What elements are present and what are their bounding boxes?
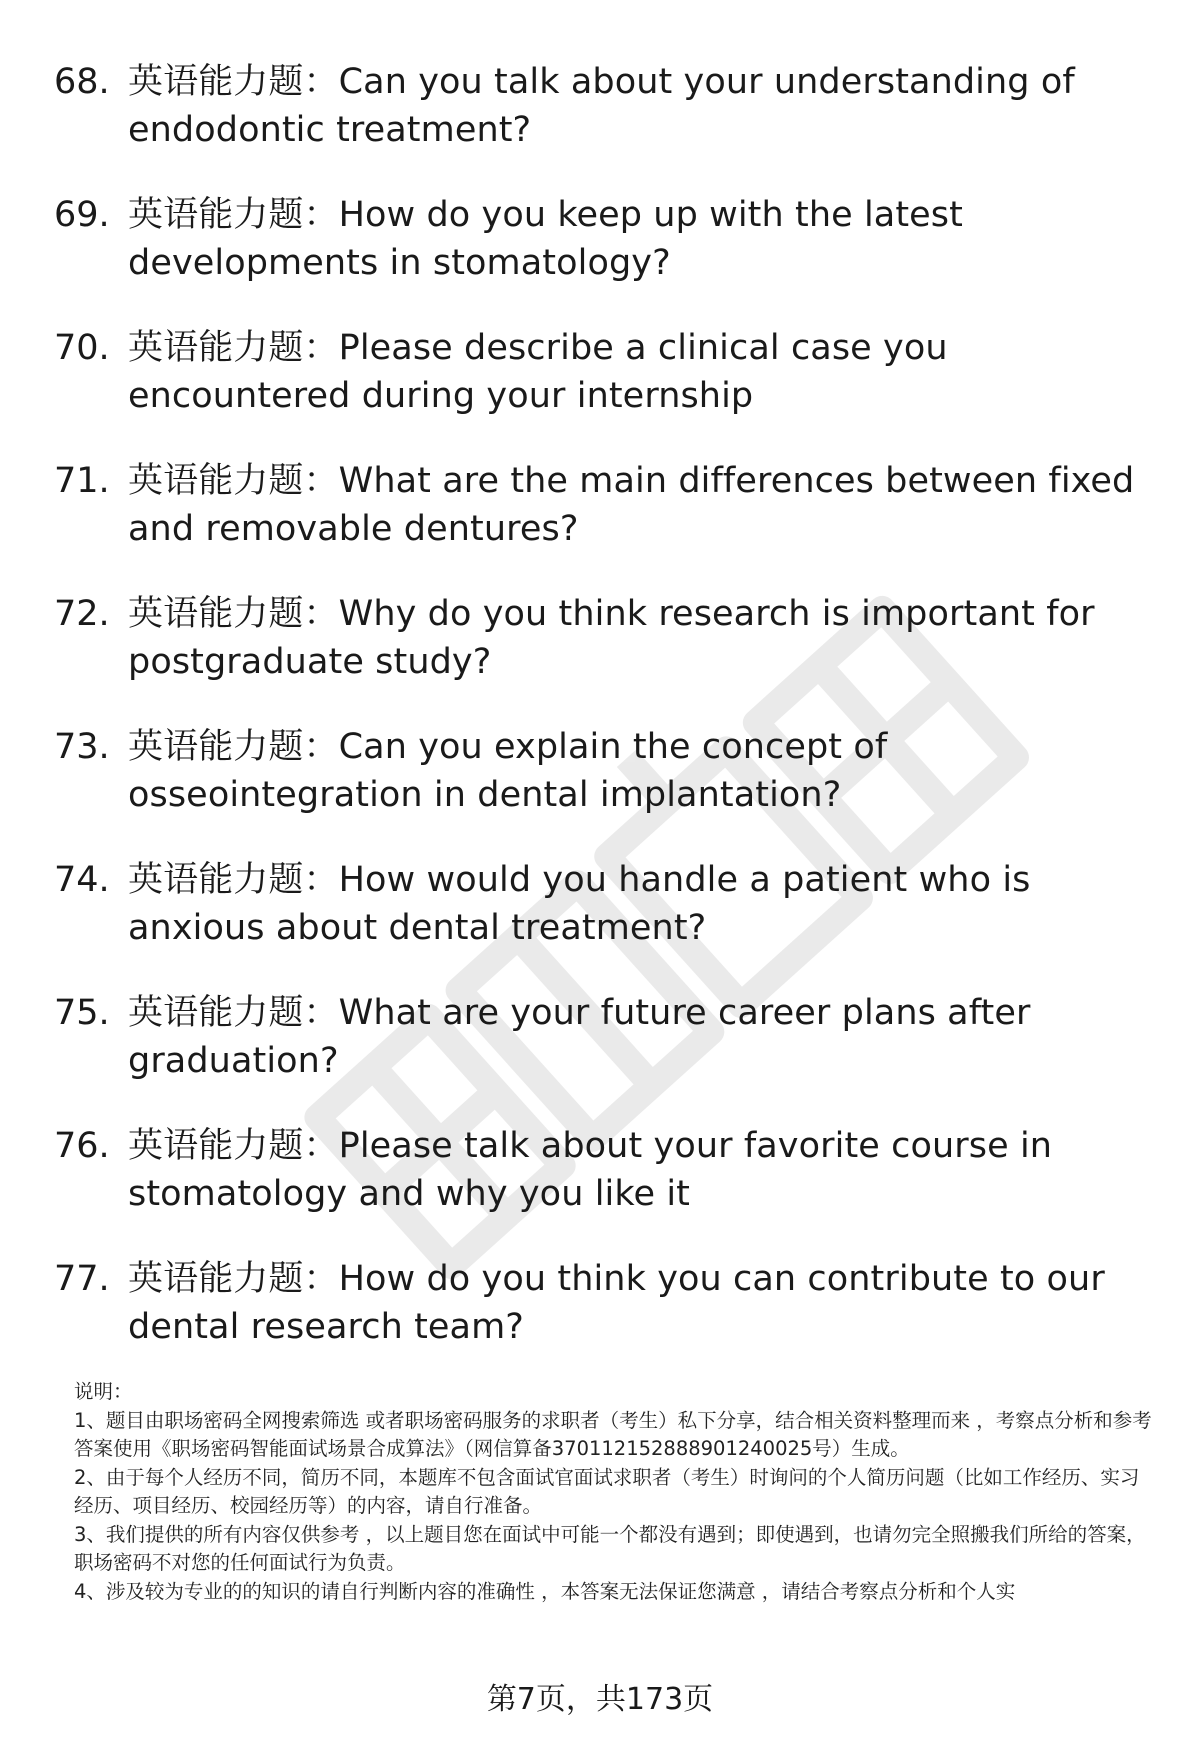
question-category: 英语能力题： (128, 62, 339, 102)
note-item: 3、我们提供的所有内容仅供参考 ，以上题目您在面试中可能一个都没有遇到；即使遇到，也请勿完全照搬我们所给的答案，职场密码不对您的任何面试行为负责。 (74, 1522, 1146, 1574)
question-number: 76. (54, 1126, 110, 1166)
page-number: 第7页，共173页 (486, 1682, 714, 1717)
note-item: 1、题目由职场密码全网搜索筛选 或者职场密码服务的求职者（考生）私下分享，结合相关资料整理而来 ，考察点分析和参考答案使用《职场密码智能面试场景合成算法》（网信算备370112152888901240025号）生成。 (74, 1408, 1152, 1460)
question-category: 英语能力题： (128, 1259, 339, 1299)
note-item: 2、由于每个人经历不同，简历不同，本题库不包含面试官面试求职者（考生）时询问的个人简历问题（比如工作经历、实习经历、项目经历、校园经历等）的内容，请自行准备。 (74, 1465, 1140, 1517)
question-item (54, 989, 1174, 1085)
question-text: How would you handle a patient who is anxious about dental treatment? (128, 860, 1031, 948)
question-category: 英语能力题： (128, 195, 339, 235)
question-number: 75. (54, 993, 110, 1033)
question-text: Please describe a clinical case you encountered during your internship (128, 328, 948, 416)
question-category: 英语能力题： (128, 727, 339, 767)
question-item (54, 856, 1174, 952)
question-number: 77. (54, 1259, 110, 1299)
question-number: 72. (54, 594, 110, 634)
question-category: 英语能力题： (128, 594, 339, 634)
question-list (54, 58, 1174, 1388)
question-item (54, 457, 1174, 553)
question-category: 英语能力题： (128, 860, 339, 900)
question-category: 英语能力题： (128, 993, 339, 1033)
question-text: Can you explain the concept of osseointegration in dental implantation? (128, 727, 888, 815)
question-number: 68. (54, 62, 110, 102)
question-text: What are your future career plans after graduation? (128, 993, 1031, 1081)
question-category: 英语能力题： (128, 1126, 339, 1166)
question-number: 74. (54, 860, 110, 900)
question-item (54, 1255, 1174, 1351)
note-item: 4、涉及较为专业的的知识的请自行判断内容的准确性 ，本答案无法保证您满意 ，请结合考察点分析和个人实 (74, 1579, 1016, 1603)
question-item (54, 1122, 1174, 1218)
notes-section (74, 1378, 1154, 1606)
notes-heading: 说明： (74, 1380, 133, 1403)
question-category: 英语能力题： (128, 328, 339, 368)
question-item (54, 58, 1174, 154)
question-item (54, 590, 1174, 686)
question-number: 73. (54, 727, 110, 767)
question-number: 70. (54, 328, 110, 368)
question-number: 69. (54, 195, 110, 235)
question-category: 英语能力题： (128, 461, 339, 501)
question-text: How do you keep up with the latest developments in stomatology? (128, 195, 963, 283)
question-item (54, 723, 1174, 819)
question-text: How do you think you can contribute to our dental research team? (128, 1259, 1105, 1347)
question-item (54, 324, 1174, 420)
question-text: Please talk about your favorite course in stomatology and why you like it (128, 1126, 1053, 1214)
question-text: What are the main differences between fixed and removable dentures? (128, 461, 1135, 549)
question-number: 71. (54, 461, 110, 501)
question-text: Why do you think research is important for postgraduate study? (128, 594, 1095, 682)
question-text: Can you talk about your understanding of endodontic treatment? (128, 62, 1075, 150)
question-item (54, 191, 1174, 287)
